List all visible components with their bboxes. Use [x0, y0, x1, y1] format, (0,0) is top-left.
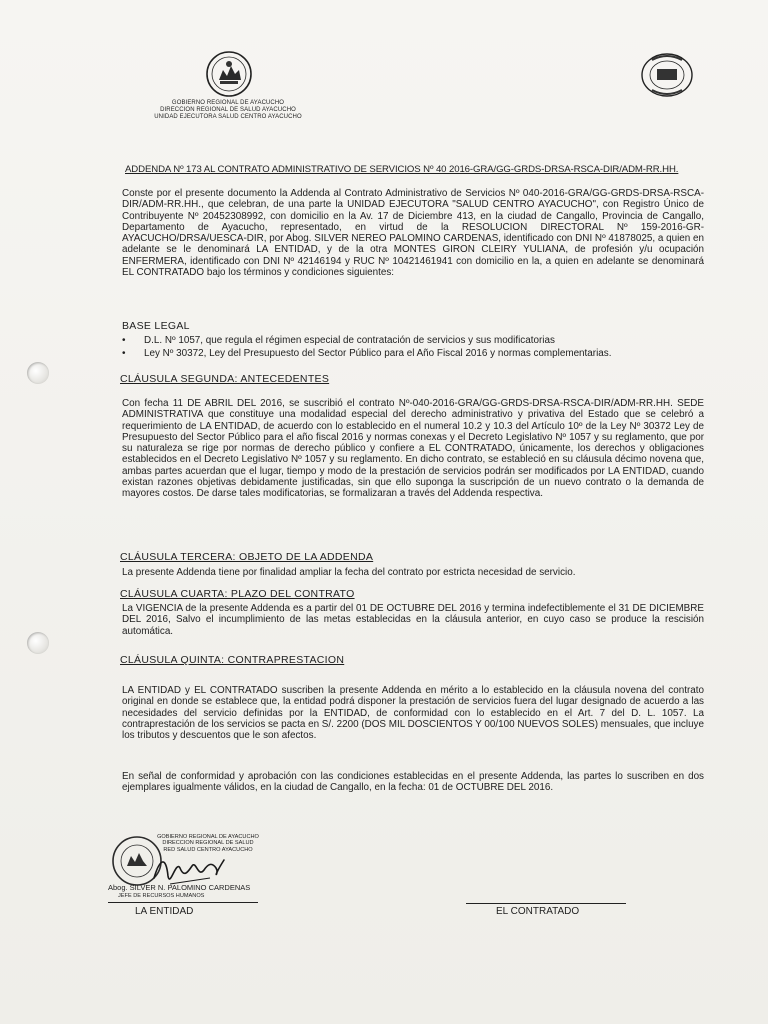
organization-header [148, 100, 308, 121]
punch-hole-top [27, 362, 49, 384]
clausula-tercera-text: La presente Addenda tiene por finalidad ampliar la fecha del contrato por estricta necesidad de servicio. [122, 567, 576, 578]
clausula-segunda-text: Con fecha 11 DE ABRIL DEL 2016, se suscribió el contrato Nº-040-2016-GRA/GG-GRDS-DRSA-RSCA-DIR/ADM-RR.HH. SEDE ADMINISTRATIVA que constituye una modalidad especial del derecho administrativo y privativa del Estado que se celebró a requerimiento de LA ENTIDAD, de acuerdo con lo establecido en el numeral 10.2 y 10.3 del Artículo 10º de la Ley Nº 30372 Ley de Presupuesto del Sector Público para el año fiscal 2016 y normas conexas y el Decreto Legislativo Nº 1057 y su reglamento, que por su naturaleza se rige por normas de derecho público y confiere a EL CONTRATADO, únicamente, los derechos y obligaciones establecidos en el Decreto Legislativo Nº 1057 y su reglamento. En dicho contrato, se estableció en su cláusula décimo novena que, ambas partes acuerdan que el lugar, tiempo y modo de la prestación de servicios podrán ser modificados por LA ENTIDAD, cuando existan razones objetivas debidamente justificadas, sin que ello suponga la suscripción de un nuevo contrato o la demanda de mayores costos. De darse tales modificatorias, se formalizaran a través del Addenda respectiva. [122, 398, 704, 500]
signature-line-right [466, 903, 626, 904]
clausula-quinta-heading: CLÁUSULA QUINTA: CONTRAPRESTACION [120, 654, 345, 666]
stamp-line-2: DIRECCION REGIONAL DE SALUD [162, 840, 254, 847]
signer-name: Abog. SILVER N. PALOMINO CARDENAS [108, 883, 251, 892]
org-line-3: UNIDAD EJECUTORA SALUD CENTRO AYACUCHO [154, 114, 302, 120]
entity-signature-label: LA ENTIDAD [135, 906, 194, 917]
signature-line-left [108, 902, 258, 903]
org-line-1: GOBIERNO REGIONAL DE AYACUCHO [171, 100, 285, 106]
clausula-tercera-heading: CLÁUSULA TERCERA: OBJETO DE LA ADDENDA [120, 551, 374, 563]
base-legal-list [122, 334, 722, 360]
clausula-cuarta-text: La VIGENCIA de la presente Addenda es a partir del 01 DE OCTUBRE DEL 2016 y termina indefectiblemente el 31 DE DICIEMBRE DEL 2016, Salvo el incumplimiento de las metas establecidas en la cláusula anterior, en cuyo caso se produce la rescisión automática. [122, 603, 704, 637]
base-legal-item: • Ley Nº 30372, Ley del Presupuesto del Sector Público para el Año Fiscal 2016 y normas complementarias. [122, 347, 722, 360]
clausula-segunda-heading: CLÁUSULA SEGUNDA: ANTECEDENTES [120, 373, 330, 385]
intro-paragraph: Conste por el presente documento la Addenda al Contrato Administrativo de Servicios Nº 040-2016-GRA/GG-GRDS-DRSA-RSCA-DIR/ADM-RR.HH., que celebran, de una parte la UNIDAD EJECUTORA "SALUD CENTRO AYACUCHO", con Registro Único de Contribuyente Nº 20452308992, con domicilio en la Av. 17 de Diciembre 413, en la ciudad de Cangallo, Provincia de Cangallo, Departamento de Ayacucho, representado, en virtud de la RESOLUCION DIRECTORAL Nº 159-2016-GR-AYACUCHO/DRSA/UESCA-DIR, por Abog. SILVER NEREO PALOMINO CARDENAS, identificado con DNI Nº 41878025, a quien en adelante se le denominará LA ENTIDAD, y de la otra MONTES GIRON CLEIRY YULIANA, de profesión y/u ocupación ENFERMERA, identificado con DNI Nº 42146194 y RUC Nº 10421461941 con domicilio en la, a quien en adelante se denominará EL CONTRATADO bajo los términos y condiciones siguientes: [122, 188, 704, 279]
regional-government-seal-icon [205, 50, 253, 98]
signer-title: JEFE DE RECURSOS HUMANOS [118, 893, 205, 899]
base-legal-heading: BASE LEGAL [122, 320, 190, 332]
addenda-title: ADDENDA Nº 173 AL CONTRATO ADMINISTRATIVO DE SERVICIOS Nº 40 2016-GRA/GG-GRDS-DRSA-RSCA-DIR/ADM-RR.HH. [125, 164, 679, 175]
org-line-2: DIRECCION REGIONAL DE SALUD AYACUCHO [160, 107, 296, 113]
closing-paragraph: En señal de conformidad y aprobación con las condiciones establecidas en el presente Addenda, las partes lo suscriben en dos ejemplares igualmente válidos, en la ciudad de Cangallo, en la fecha: 01 de OCTUBRE DEL 2016. [122, 771, 704, 794]
base-legal-item: • D.L. Nº 1057, que regula el régimen especial de contratación de servicios y sus modificatorias [122, 334, 722, 347]
contractor-signature-label: EL CONTRATADO [496, 906, 580, 917]
health-network-stamp-icon [640, 52, 694, 98]
clausula-quinta-text: LA ENTIDAD y EL CONTRATADO suscriben la presente Addenda en mérito a lo establecido en la cláusula novena del contrato original en donde se establece que, la entidad podrá disponer la prestación de servicios fuera del lugar designado de acuerdo a las necesidades del servicio definidas por la ENTIDAD, de conformidad con lo establecido en el Art. 7 del D. L. 1057. La contraprestación de los servicios se pacta en S/. 2200 (DOS MIL DOSCIENTOS Y 00/100 NUEVOS SOLES) mensuales, que incluye los tributos y descuentos que le son afectos. [122, 685, 704, 742]
stamp-line-1: GOBIERNO REGIONAL DE AYACUCHO [157, 834, 259, 840]
punch-hole-bottom [27, 632, 49, 654]
stamp-line-3: RED SALUD CENTRO AYACUCHO [163, 846, 253, 853]
clausula-cuarta-heading: CLÁUSULA CUARTA: PLAZO DEL CONTRATO [120, 588, 355, 600]
